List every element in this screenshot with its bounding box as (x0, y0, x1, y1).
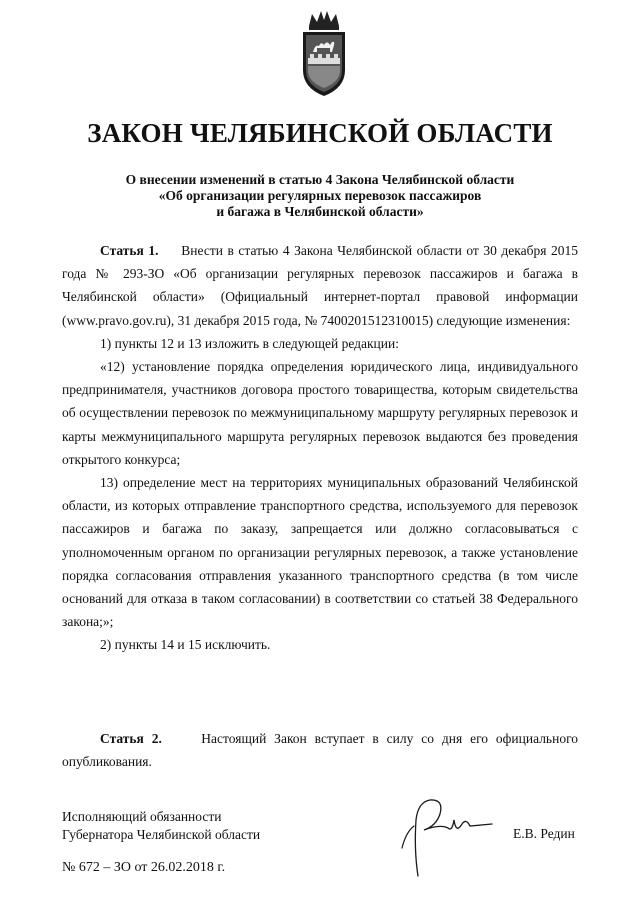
subtitle-line: и багажа в Челябинской области» (216, 204, 424, 219)
article-1-item: 1) пункты 12 и 13 изложить в следующей редакции: (100, 335, 399, 351)
article-1-intro-paragraph (62, 239, 578, 332)
signatory-position-line: Губернатора Челябинской области (62, 827, 261, 842)
subtitle-line: «Об организации регулярных перевозок пассажиров (158, 188, 482, 203)
signatory-name: Е.В. Редин (513, 826, 575, 841)
article-1-heading: Статья 1. (100, 243, 159, 258)
article-1-intro: Внести в статью 4 Закона Челябинской области от 30 декабря 2015 года № 293-ЗО «Об организации регулярных перевозок пассажиров и багажа в Челябинской области» (Официальный интернет-портал правовой информации (www.pravo.gov.ru), 31 декабря 2015 года, № 7400201512310015) следующие изменения: (62, 243, 579, 328)
article-1-item: 13) определение мест на территориях муниципальных образований Челябинской области, из которых отправление транспортного средства, используемого для перевозок пассажиров и багажа по заказу, запрещается или должно согласовываться с уполномоченным органом по организации регулярных перевозок, а также установление порядка согласования отправления указанного транспортного средства (в том числе оснований для отказа в таком согласовании) в соответствии со статьей 38 Федерального закона;»; (62, 475, 578, 630)
article-2-heading: Статья 2. (100, 731, 162, 746)
article-1 (62, 239, 578, 657)
article-2 (62, 727, 578, 773)
signatory-position-line: Исполняющий обязанности (62, 809, 222, 824)
subtitle-line: О внесении изменений в статью 4 Закона Челябинской области (125, 172, 515, 187)
article-1-item: «12) установление порядка определения юридического лица, индивидуального предпринимателя, участников договора простого товарищества, которым свидетельства об осуществлении перевозок по межмуниципальному маршруту регулярных перевозок и карты межмуниципального маршрута регулярных перевозок выдаются без проведения открытого конкурса; (62, 359, 578, 467)
article-1-item: 2) пункты 14 и 15 исключить. (100, 637, 271, 653)
signatory-position (62, 808, 260, 844)
article-2-text: Настоящий Закон вступает в силу со дня его официального опубликования. (62, 731, 579, 770)
handwritten-signature (396, 790, 496, 880)
chelyabinsk-coat-of-arms-icon (299, 8, 349, 100)
law-title: ЗАКОН ЧЕЛЯБИНСКОЙ ОБЛАСТИ (87, 118, 553, 148)
article-2-paragraph (62, 727, 578, 773)
document-number: № 672 – ЗО от 26.02.2018 г. (62, 860, 226, 875)
law-subtitle (0, 172, 640, 220)
